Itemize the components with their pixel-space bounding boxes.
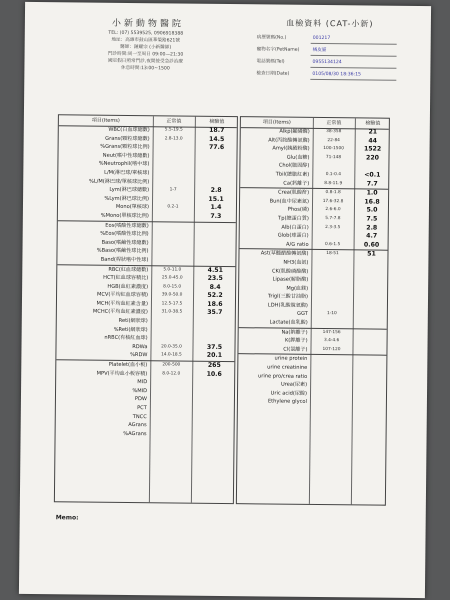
test-value: 1.0 <box>366 189 378 197</box>
item-name: Platelet(血小板) <box>108 361 148 369</box>
reference-range: 0.1-0.4 <box>325 172 341 178</box>
item-name: %AGrans <box>123 430 147 437</box>
hematology-table <box>54 114 238 504</box>
test-value: <0.1 <box>364 171 381 179</box>
item-name: Mg(血鎂) <box>286 285 309 292</box>
test-value: 265 <box>207 361 221 369</box>
item-name: Baso(嗜鹼性球總數) <box>101 239 149 246</box>
reference-range: 38-358 <box>326 129 342 135</box>
reference-range: 39.0-50.0 <box>161 292 183 298</box>
reference-range: 3.4-4.6 <box>323 338 340 344</box>
item-name: CK(肌酸磷酸酶) <box>271 267 309 275</box>
item-name: %L/M(淋巴球/單核球比例) <box>88 178 150 185</box>
item-name: Glob(球蛋白) <box>277 232 309 239</box>
item-name: Ca(鈣離子) <box>283 180 310 187</box>
reference-range: 2.6-6.0 <box>325 207 341 213</box>
item-name: Grans(顆粒球總數) <box>105 135 150 142</box>
test-value: 220 <box>365 154 379 162</box>
item-name: A/G ratio <box>286 241 309 248</box>
header-ref: 正常值 <box>166 118 182 125</box>
clinic-doctor: 醫師：鍾耀宗 (小新醫師) <box>120 44 172 51</box>
info-value: 0955134124 <box>312 59 342 66</box>
reference-range: 1-7 <box>169 187 177 193</box>
item-name: Mono(單核球) <box>115 204 149 211</box>
reference-range: 2.8-13.0 <box>164 135 183 142</box>
test-value: 10.6 <box>206 370 222 378</box>
item-name: GGT <box>296 311 308 318</box>
test-value: 18.6 <box>207 300 223 308</box>
item-name: Amyl(胰澱粉酶) <box>272 145 310 153</box>
info-row-date <box>256 70 396 80</box>
item-name: WBC(白血球總數) <box>108 126 150 134</box>
test-value: 37.5 <box>206 343 223 351</box>
info-row-phone <box>256 58 396 68</box>
test-value: 4.7 <box>366 232 378 240</box>
reference-range: 200-500 <box>162 362 181 368</box>
item-name: Ethylene glycol <box>267 398 307 406</box>
item-name: %Eos(嗜酸性球比例) <box>100 230 149 238</box>
item-name: urine protein <box>274 355 308 363</box>
header-item: 項目(Items) <box>91 117 120 124</box>
test-value: 0.60 <box>363 241 380 249</box>
reference-range: 8.0-15.0 <box>163 284 182 290</box>
test-value: 2.8 <box>210 187 222 195</box>
test-value: 7.7 <box>366 180 378 188</box>
item-name: Crea(肌酸酐) <box>278 189 310 197</box>
reference-range: 8.8-11.9 <box>324 180 343 186</box>
test-value: 35.7 <box>207 309 223 317</box>
item-name: %Neutrophil(嗜中球) <box>98 161 150 168</box>
reference-range: 31.0-38.5 <box>161 309 183 316</box>
reference-range: 0.6-1.5 <box>324 241 341 247</box>
item-name: nRBC(有核紅血球) <box>104 334 148 342</box>
reference-range: 147-156 <box>322 329 341 335</box>
header-value: 檢驗值 <box>365 120 381 127</box>
item-name: %RDW <box>130 352 148 359</box>
item-name: Urea(尿素) <box>280 381 308 389</box>
test-value: 21 <box>368 128 378 136</box>
reference-range: 5.7-7.8 <box>325 215 341 222</box>
clinic-hours: 門診時間:周一至周日 09:00—21:30 <box>107 51 184 58</box>
test-value: 2.8 <box>366 224 378 232</box>
test-value: 7.3 <box>210 212 222 220</box>
item-name: Eos(嗜酸性球總數) <box>105 222 149 229</box>
item-name: Ast(草醯醋酸轉氨酶) <box>260 250 309 258</box>
info-label: 檢查日期(Date) <box>256 71 290 77</box>
reference-range: 2.3-3.5 <box>325 224 341 230</box>
info-value: 橘皮貓 <box>312 47 327 54</box>
item-name: Uric acid(尿酸) <box>270 390 308 397</box>
item-name: Glu(血糖) <box>286 154 310 161</box>
item-name: RDWa <box>132 343 148 351</box>
item-name: Trigl(三酸甘油脂) <box>268 293 309 301</box>
item-name: Bun(血中尿素氮) <box>269 198 310 205</box>
item-name: Phos(磷) <box>287 206 309 214</box>
item-name: NH3(血氨) <box>283 259 309 266</box>
clinic-phone: TEL: (07) 5539525, 0906918388 <box>108 30 184 37</box>
reference-range: 25.0-45.0 <box>161 275 183 281</box>
info-label: 寵物名字(PetName) <box>256 47 300 53</box>
item-name: HGB(血紅素濃度) <box>107 283 149 290</box>
reference-range: 12.5-17.5 <box>161 301 183 307</box>
reference-range: 5.0-11.0 <box>163 266 182 273</box>
item-name: Alb(白蛋白) <box>281 224 309 231</box>
item-name: MCV(平均紅血球容積) <box>96 291 149 299</box>
item-name: AGrans <box>128 422 147 429</box>
item-name: Lactate(血乳酸) <box>269 319 308 326</box>
item-name: urine pro/crea ratio <box>258 372 308 380</box>
reference-range: 0.8-1.8 <box>325 190 341 196</box>
clinic-name: 小新動物醫院 <box>111 18 184 30</box>
reference-range: 0.2-1 <box>167 204 179 210</box>
item-name: Chol(膽固醇) <box>278 162 310 170</box>
table-row <box>238 398 386 408</box>
table-body <box>56 125 237 439</box>
item-name: Alt(丙胺酸轉氨酶) <box>268 137 310 144</box>
info-label: 病歷號碼(No.) <box>256 35 287 41</box>
item-name: MID <box>137 379 148 386</box>
item-name: %Baso(嗜鹼性球比例) <box>96 247 149 255</box>
test-value: 44 <box>368 137 378 145</box>
clinic-notice: 國定假日照常門診,夜間接受急診治療 <box>107 58 184 65</box>
item-name: %Grans(顆粒球比例) <box>100 143 150 151</box>
item-name: Tp(總蛋白質) <box>278 215 309 222</box>
item-name: %Reti(網狀球) <box>113 326 148 333</box>
item-name: Band(桿狀嗜中性球) <box>100 256 149 264</box>
test-value: 20.1 <box>206 352 223 360</box>
item-name: MCHC(平均血紅素濃度) <box>92 309 148 316</box>
test-value: 4.51 <box>207 266 223 274</box>
header-value: 檢驗值 <box>209 118 225 125</box>
item-name: MCH(平均血紅素含量) <box>96 300 148 308</box>
test-value: 16.8 <box>364 198 380 206</box>
reference-range: 18-51 <box>326 251 339 257</box>
reference-range: 71-148 <box>325 154 342 160</box>
test-value: 15.1 <box>208 195 224 203</box>
item-name: Lipase(解脂酶) <box>272 276 309 283</box>
item-name: Reti(網狀球) <box>118 317 148 325</box>
item-name: %MID <box>132 387 148 395</box>
reference-range: 5.5-19.5 <box>164 127 183 133</box>
item-name: K(鉀離子) <box>284 337 308 345</box>
lab-report-sheet <box>19 2 431 598</box>
reference-range: 107-120 <box>322 346 341 353</box>
test-value: 1.4 <box>210 204 222 212</box>
item-name: HCT(紅血球容積比) <box>103 274 149 282</box>
info-value: 0105/08/30 18:36:15 <box>312 71 361 78</box>
test-value: 5.0 <box>366 206 378 214</box>
reference-range: 1-10 <box>326 311 337 317</box>
test-value: 8.4 <box>209 283 221 291</box>
test-value: 14.5 <box>209 135 225 143</box>
clinic-rest-hours: 休息時間:13:00~1500 <box>121 65 170 72</box>
item-name: Lym(淋巴球總數) <box>109 186 150 194</box>
info-row-record-no <box>257 34 397 44</box>
memo-label: Memo: <box>55 514 79 522</box>
item-name: %Mono(單核球比例) <box>100 212 149 220</box>
item-name: urine creatinine <box>267 364 308 371</box>
reference-range: 20.0-35.0 <box>161 344 182 350</box>
item-name: %Lym(淋巴球比例) <box>104 195 150 202</box>
reference-range: 17.6-32.8 <box>322 198 344 204</box>
clinic-address: 地址：高雄市鼓山區華榮路621號 <box>111 37 180 44</box>
item-name: Alkp(鹼磷酶) <box>279 128 310 135</box>
item-name: Cl(氯離子) <box>283 346 308 353</box>
item-name: Na(鈉離子) <box>281 329 308 336</box>
test-value: 1522 <box>363 145 382 153</box>
reference-range: 100-1500 <box>323 146 344 152</box>
test-value: 52.2 <box>207 292 223 300</box>
table-body <box>238 127 389 408</box>
item-name: PDW <box>134 396 147 403</box>
test-value: 77.6 <box>208 144 225 152</box>
test-value: 18.7 <box>209 126 225 134</box>
test-value: 23.5 <box>207 274 223 283</box>
item-name: MPV(平均血小板容積) <box>96 370 148 377</box>
test-value: 51 <box>367 250 376 258</box>
chemistry-table <box>236 116 390 506</box>
header-ref: 正常值 <box>326 120 342 127</box>
header-item: 項目(Items) <box>262 119 291 126</box>
report-title: 血檢資料 (CAT-小新) <box>286 18 374 29</box>
item-name: Neut(嗜中性球總數) <box>102 152 150 159</box>
reference-range: 14.0-18.5 <box>161 352 182 358</box>
reference-range: 22-84 <box>327 137 340 143</box>
item-name: PCT <box>137 405 147 412</box>
item-name: Tbil(總膽紅素) <box>275 171 310 178</box>
info-row-pet-name <box>257 46 397 56</box>
reference-range: 8.0-12.0 <box>162 370 181 377</box>
item-name: LDH(乳酸脫氫酶) <box>267 302 308 309</box>
test-value: 7.5 <box>366 215 378 223</box>
info-label: 電話號碼(Tel) <box>256 59 285 65</box>
info-value: 001217 <box>312 35 331 42</box>
item-name: RBC(紅血球總數) <box>108 266 149 273</box>
item-name: TNCC <box>132 413 147 420</box>
table-row <box>56 429 234 439</box>
item-name: L/M(淋巴球/單核球) <box>104 169 150 177</box>
